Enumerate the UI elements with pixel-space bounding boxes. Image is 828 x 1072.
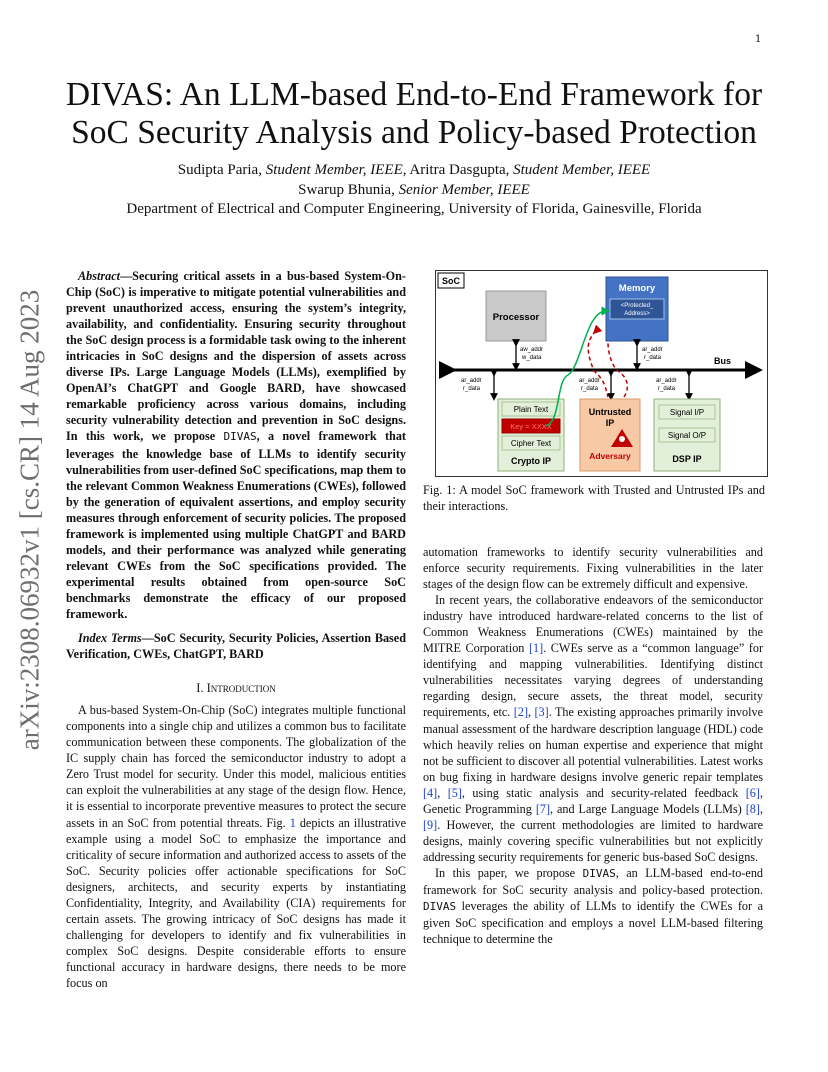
untrusted-r-data-label: r_data: [581, 386, 599, 392]
citation-link[interactable]: [1]: [528, 641, 544, 656]
w-data-label: w_data: [522, 355, 542, 361]
divas-name: DIVAS: [423, 900, 457, 914]
untrusted-label-2: IP: [605, 418, 615, 428]
figure-caption: Fig. 1: A model SoC framework with Trusted and Untrusted IPs and their interactions.: [423, 483, 765, 513]
author-block: [60, 161, 768, 220]
author-role: Student Member, IEEE: [513, 162, 651, 178]
page-number: 1: [755, 34, 762, 45]
dsp-ar-addr-label: ar_addr: [656, 378, 677, 384]
right-paragraph-1: automation frameworks to identify security vulnerabilities and enforce security requirements. Fixing vulnerabilities in the later stages of the design flow can be extremely difficult and expensive.: [423, 545, 763, 592]
figure-1: [435, 270, 768, 477]
crypto-ar-addr-label: ar_addr: [461, 378, 482, 384]
citation-link[interactable]: [7]: [535, 801, 551, 816]
title-line-1: DIVAS: An LLM-based End-to-End Framework for: [65, 76, 763, 113]
index-terms-text: —SoC Security, Security Policies, Assertion Based Verification, CWEs, ChatGPT, BARD: [66, 631, 406, 662]
paragraph-text: ,: [759, 801, 763, 816]
adversary-label: Adversary: [589, 451, 631, 461]
author-line-2: [60, 181, 768, 201]
dsp-r-data-label: r_data: [658, 386, 676, 392]
right-paragraph-3: [423, 865, 763, 947]
paragraph-text: , using static analysis and security-related feedback: [461, 785, 746, 800]
untrusted-label-1: Untrusted: [588, 407, 632, 417]
abstract-label: Abstract: [78, 269, 120, 283]
citation-link[interactable]: [4]: [423, 785, 438, 800]
aw-addr-label: aw_addr: [520, 347, 544, 353]
intro-text: depicts an illustrative example using a model SoC to emphasize the importance and criticality of secure information and authorized access to assets of the SoC. Security policies offer actionable specifications for SoC designers, architects, and security experts by instantiating Confidentiality, Integrity, and Availability (CIA) requirements for certain assets. The growing intricacy of SoC designs has made it challenging for developers to identify and fix vulnerabilities in complex SoC designs. Despite considerable efforts to ensure functional accuracy in hardware designs, there needs to be more focus on: [66, 815, 407, 990]
signal-op-label: Signal O/P: [667, 431, 707, 440]
citation-link[interactable]: [3]: [534, 705, 549, 720]
arxiv-stamp-text: arXiv:2308.06932v1 [cs.CR] 14 Aug 2023: [14, 289, 45, 751]
affiliation: Department of Electrical and Computer Engineering, University of Florida, Gainesville, Florida: [126, 201, 702, 217]
soc-diagram: [436, 271, 767, 476]
signal-ip-label: Signal I/P: [669, 408, 705, 417]
author-name: Swarup Bhunia,: [298, 181, 399, 198]
paragraph-text: In recent years, the collaborative endeavors of the semiconductor industry have introduced hardware-related concerns to the list of Common Weakness Enumerations (CWEs) maintained by the MITRE Corporation: [423, 593, 763, 656]
paragraph-text: ,: [528, 705, 535, 720]
index-terms: [66, 630, 406, 662]
untrusted-ar-addr-label: ar_addr: [579, 378, 600, 384]
paragraph-text: , Genetic Programming: [423, 785, 764, 816]
author-role: Senior Member, IEEE: [398, 181, 530, 198]
divas-name: DIVAS: [223, 430, 257, 444]
cipher-text-label: Cipher Text: [510, 439, 552, 448]
paragraph-text: , and Large Language Models (LLMs): [550, 801, 746, 816]
key-label: Key = XXXX: [510, 422, 552, 431]
paragraph-text: In this paper, we propose: [435, 865, 583, 880]
processor-label: Processor: [492, 312, 540, 323]
crypto-r-data-label: r_data: [463, 386, 481, 392]
mem-ar-addr-label: ar_addr: [642, 347, 663, 353]
left-column: [66, 268, 406, 991]
intro-paragraph: [66, 702, 406, 991]
abstract-text: , a novel framework that leverages the knowledge base of LLMs to identify security vulnerabilities from user-defined SoC specifications, map them to the relevant Common Weakness Enumerations (CWEs), followed by the generation of equivalent assertions, and employ security measures through enforcement of security policies. The proposed framework is implemented using multiple ChatGPT and BARD models, and their performance was analyzed while generating relevant CWEs from the SoC specifications provided. The experimental results obtained from open-source SoC benchmarks demonstrate the efficacy of our proposed framework.: [66, 429, 406, 621]
mem-r-data-label: r_data: [644, 355, 662, 361]
protected-label-1: <Protected_: [620, 303, 654, 309]
memory-label: Memory: [618, 283, 656, 294]
figure-ref-link[interactable]: 1: [289, 815, 296, 830]
section-title: I. Introduction: [196, 681, 276, 696]
intro-text: A bus-based System-On-Chip (SoC) integrates multiple functional components into a single chip and utilizes a common bus to facilitate communication between these components. The globalization of the IC supply chain has forced the semiconductor industry to adopt a Zero Trust model for security. Under this model, malicious entities can exploit the vulnerabilities at any stage of the design flow. Hence, it is essential to incorporate preventive measures to protect the secure assets in an SoC from potential threats. Fig.: [66, 703, 406, 830]
abstract: [66, 268, 406, 622]
abstract-text: Securing critical assets in a bus-based System-On-Chip (SoC) is imperative to mitigate potential vulnerabilities and prevent unauthorized access, ensuring the system’s integrity, availability, and confidentiality. Ensuring security throughout the SoC design process is a formidable task owing to the inherent intricacies in SoC designs and the dispersion of assets across diverse IPs. Large Language Models (LLMs), exemplified by OpenAI’s ChatGPT and Google BARD, have showcased remarkable proficiency across various domains, including security vulnerability detection and prevention in SoC designs. In this work, we propose: [66, 269, 406, 444]
paragraph-text: , an LLM-based end-to-end framework for SoC security analysis and policy-based protection.: [423, 865, 764, 897]
author-line-1: [60, 161, 768, 181]
author-role: Student Member, IEEE: [265, 162, 403, 178]
index-terms-label: Index Terms: [78, 631, 142, 646]
protected-label-2: Address>: [624, 311, 650, 317]
citation-link[interactable]: [6]: [745, 785, 760, 800]
crypto-ip-label: Crypto IP: [510, 456, 552, 466]
paragraph-text: . However, the current methodologies are limited to hardware designs, mainly covering specific vulnerabilities but not explicitly addressing security requirements for generic bus-based SoC designs.: [423, 817, 763, 864]
arxiv-stamp: [13, 280, 47, 760]
right-column: [423, 544, 763, 947]
paragraph-text: . The existing approaches primarily involve manual assessment of the hardware description language (HDL) code which heavily relies on human expertise and experience that might not be sufficient to discover all potential vulnerabilities. Latest works on bug fixing in hardware designs involve generic repair templates: [423, 705, 763, 784]
paragraph-text: ,: [437, 785, 448, 800]
citation-link[interactable]: [9]: [423, 817, 438, 832]
bus-label: Bus: [714, 356, 732, 366]
citation-link[interactable]: [5]: [447, 785, 462, 800]
paragraph-text: leverages the ability of LLMs to identify the CWEs for a given SoC specification and employs a novel LLM-based filtering technique to determine the: [423, 899, 763, 947]
paragraph-text: . CWEs serve as a “common language” for identifying and mapping vulnerabilities. Identifying distinct vulnerabilities necessitates varying degrees of understanding regarding design, secure assets, the threat model, security requirements, etc.: [423, 641, 764, 720]
title-line-2: SoC Security Analysis and Policy-based Protection: [71, 114, 757, 151]
citation-link[interactable]: [8]: [745, 801, 760, 816]
soc-label: SoC: [442, 276, 460, 286]
plain-text-label: Plain Text: [513, 405, 549, 414]
abstract-dash: —: [119, 269, 133, 283]
divas-name: DIVAS: [582, 866, 616, 880]
paper-title: [60, 76, 768, 152]
author-name: Sudipta Paria,: [177, 162, 266, 178]
citation-link[interactable]: [2]: [513, 705, 529, 720]
right-paragraph-2: [423, 592, 763, 865]
dsp-ip-label: DSP IP: [672, 454, 702, 464]
author-name: , Aritra Dasgupta,: [402, 162, 514, 178]
